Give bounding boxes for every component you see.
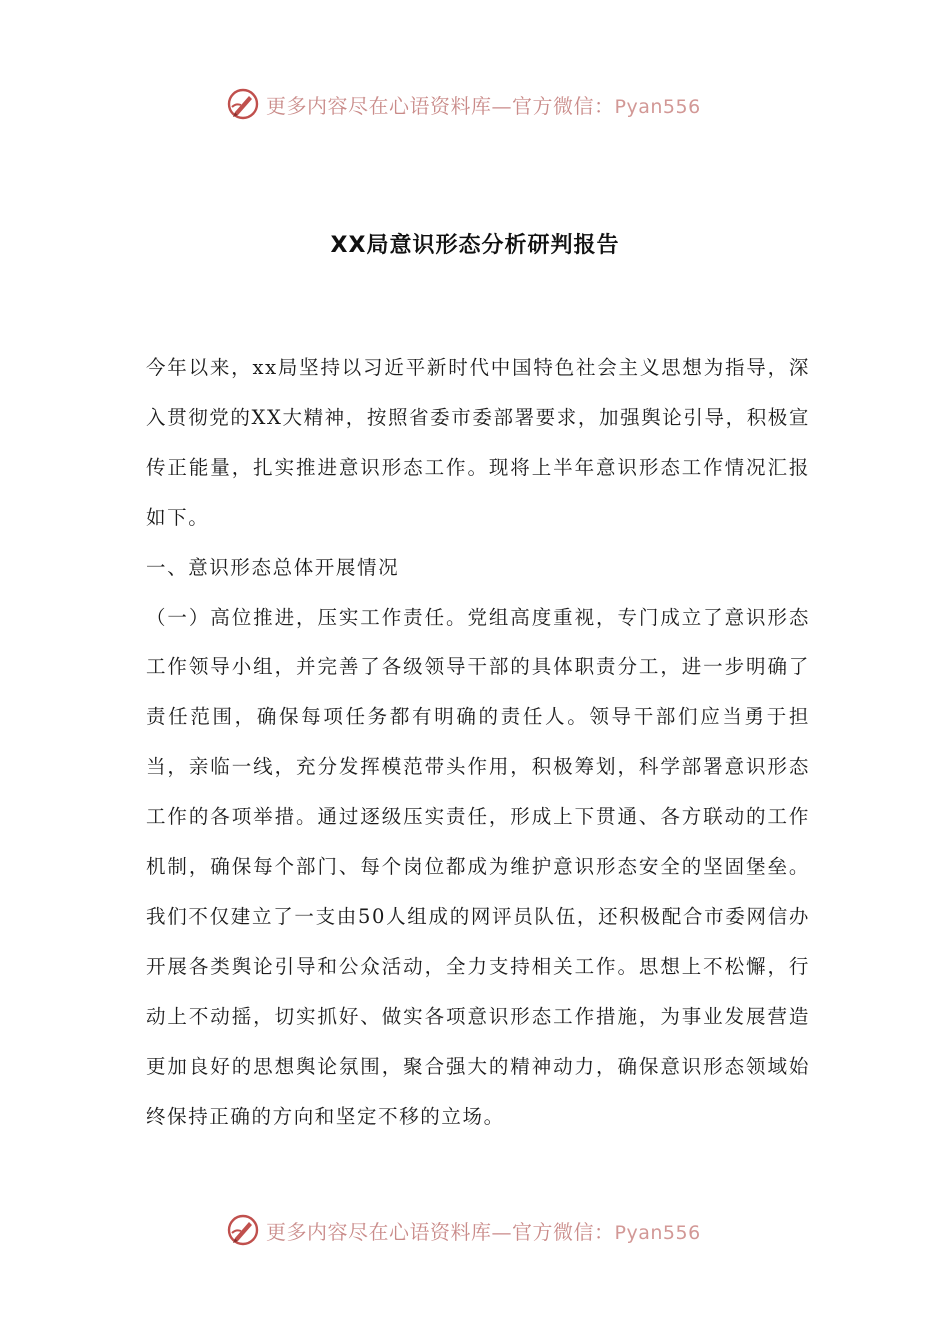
header-watermark [226,86,746,122]
watermark-label: 更多内容尽在心语资料库—官方微信： [266,93,615,118]
body-paragraph: （一）高位推进，压实工作责任。党组高度重视，专门成立了意识形态工作领导小组，并完善了各级领导干部的具体职责分工，进一步明确了责任范围，确保每项任务都有明确的责任人。领导干部们应当勇于担当，亲临一线，充分发挥模范带头作用，积极筹划，科学部署意识形态工作的各项举措。通过逐级压实责任，形成上下贯通、各方联动的工作机制，确保每个部门、每个岗位都成为维护意识形态安全的坚固堡垒。我们不仅建立了一支由50人组成的网评员队伍，还积极配合市委网信办开展各类舆论引导和公众活动，全力支持相关工作。思想上不松懈，行动上不动摇，切实抓好、做实各项意识形态工作措施，为事业发展营造更加良好的思想舆论氛围，聚合强大的精神动力，确保意识形态领域始终保持正确的方向和坚定不移的立场。 [146,605,810,1128]
watermark-handle: Pyan556 [614,1221,701,1244]
document-title: XX局意识形态分析研判报告 [330,233,620,258]
watermark-label: 更多内容尽在心语资料库—官方微信： [266,1219,615,1244]
pen-logo-icon [226,1213,260,1247]
intro-paragraph: 今年以来，xx局坚持以习近平新时代中国特色社会主义思想为指导，深入贯彻党的XX大精神，按照省委市委部署要求，加强舆论引导，积极宣传正能量，扎实推进意识形态工作。现将上半年意识形态工作情况汇报如下。 [146,356,810,529]
pen-logo-icon [226,87,260,121]
section-heading: 一、意识形态总体开展情况 [146,555,400,579]
watermark-text [266,1216,701,1245]
footer-watermark [226,1212,746,1248]
document-body [146,343,810,1142]
watermark-text [266,90,701,119]
watermark-handle: Pyan556 [614,95,701,118]
